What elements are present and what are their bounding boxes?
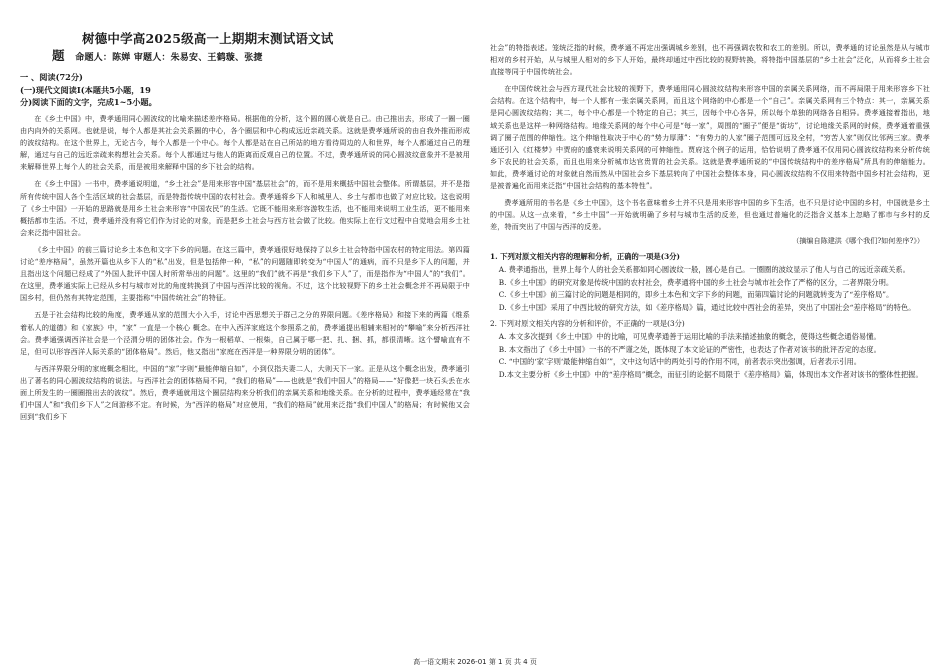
question-2-option-a: A. 本文多次提到《乡土中国》中的比喻，可见费孝通善于运用比喻的手法来描述抽象的概念，使得这些概念通俗易懂。 [498,331,881,341]
question-2-option-c: C. “中国的‘家’字则‘最能伸缩自如’”，文中这句话中的两处引号的作用不同，前者表示突出强调，后者表示引用。 [498,357,862,367]
title-line1: 树德中学高2025级高一上期期末测试语文试 [82,31,334,46]
question-2-option-d: D.本文主要分析《乡土中国》中的“差序格局”概念，而征引的论据不局限于《差序格局》篇，体现出本文作者对该书的整体性把握。 [498,369,923,379]
passage-paragraph-2: 在《乡土中国》一书中，费孝通说明道，“乡土社会”是用来形容中国“基层社会”的，而不是用来概括中国社会整体。所谓基层，并不是指所有传统中国人各个生活区域的社会基层，而是特指传统中国的农村社会。费孝通将乡下人和城里人、乡土与都市也做了对应比较。这也说明了《乡土中国》一开始的思路就是用乡土社会来形容“中国农民”的生活。它既不能用来形容游牧生活，也不能用来说明工业生活，更不能用来概括都市生活。不过，费孝通并没有将它们作为讨论的对象，而是把乡土社会与西方社会做了比较。他实际上在行文过程中自觉地会用乡土社会来泛指中国社会。 [20,179,470,237]
question-1-stem: 1. 下列对原文相关内容的理解和分析，正确的一项是(3分) [490,252,680,262]
question-1-option-a: A. 费孝通指出，世界上每个人的社会关系都如同心圆波纹一般，圆心是自己。一圈圈的波纹显示了他人与自己的远近亲疏关系。 [498,265,910,274]
exam-title [52,30,470,67]
section-subheading-1: (一)现代文阅读Ⅰ(本题共5小题，19 [20,85,151,95]
question-1-option-b: B.《乡土中国》的研究对象是传统中国的农村社会，费孝通将中国的乡土社会与城市社会作了严格的区分，二者界限分明。 [498,277,894,287]
passage-paragraph-7: 费孝通所用的书名是《乡土中国》，这个书名意味着乡土并不只是用来形容中国的乡下生活，也不只是讨论中国的乡村，中国就是乡土的中国。从这一点来看，“乡土中国”一开始就明确了乡村与城市生活的反差，但也通过普遍化的泛指含义基本上忽略了都市与乡村的反差，特而突出了中国与西洋的反差。 [490,198,930,232]
question-1-option-d: D.《乡土中国》采用了中西比较的研究方法，如《差序格局》篇，通过比较中西社会的差异，突出了中国社会“差序格局”的特色。 [498,302,916,312]
passage-source: （摘编自陈建洪《哪个我们?如何差序?》） [792,236,924,246]
exam-authors: 命题人：陈婵 审题人：朱易安、王鹤璇、张捷 [75,53,263,63]
left-column [20,30,470,423]
question-1-option-c: C.《乡土中国》前三篇讨论的问题是相同的，即乡土本色和文字下乡的问题，而第四篇讨论的问题就转变为了“差序格局”。 [498,290,894,300]
passage-paragraph-3: 《乡土中国》的前三篇讨论乡土本色和文字下乡的问题。在这三篇中，费孝通很好地保持了以乡土社会特指中国农村的特定用法。第四篇讨论“差序格局”，虽然开篇也从乡下人的“私”出发，但是包括伸一种，“私”的问题随即转变为“中国人”的通病，而不只是乡下人的问题，并且指出这个问题已经成了“外国人批评中国人时所常举出的问题”。这里的“我们”就不再是“我们乡下人”了，而是指作为“中国人”的“我们”。在这里，费孝通实际上已经从乡村与城市对比的角度转换到了中国与西洋比较的视角。不过，这个比较视野下的乡土社会概念并不再局限于中国乡村，但仍然有其特定范围，主要指称“中国传统社会”的特征。 [20,244,470,303]
passage-paragraph-1: 在《乡土中国》中，费孝通用同心圆波纹的比喻来描述差序格局。根据他的分析，这个圆的圆心就是自己。由己推出去，形成了一圈一圈由内向外的关系网。也就是说，每个人都是其社会关系圈的中心，各个圈层和中心构成远近亲疏关系。这就是费孝通所说的由自我外推而形成的波纹结构。在这个世界上，无论古今，每个人都是一个中心。每个人都是站在自己所站的地方看待周边的人和世界，每个人都通过自己的理解，通过与自己的远近亲疏来构想社会关系。每个人都通过与他人的距离而反观自己的位置。不过，费孝通所说的同心圆波纹意象并不是被用来解释世界上每个人的社会关系，而是被用来解释中国的乡下社会的结构。 [20,114,470,172]
title-char: 题 [52,48,65,63]
question-2-stem: 2. 下列对原文相关内容的分析和评价，不正确的一项是(3分) [490,319,685,329]
question-2-option-b: B. 本文指出了《乡土中国》一书的不严谨之处，既体现了本文论证的严密性，也表达了作者对该书的批评否定的态度。 [498,344,881,354]
section-heading: 一 、阅读(72分) [20,72,83,82]
page-footer: 高一语文期末 2026-01 第 1 页 共 4 页 [413,658,537,666]
right-column [490,42,930,381]
passage-paragraph-5: 与西洋界限分明的家庭概念相比，中国的“家”字则“最能伸缩自如”，小到仅指夫妻二人，大则天下一家。正是从这个概念出发，费孝通引出了著名的同心圆波纹结构的说法。与西洋社会的团体格局不同，“我们的格局”——也就是“我们中国人”的格局——“好像把一块石头丢在水面上所发生的一圈圈推出去的波纹”。然后，费孝通就用这个圈层结构来分析我们的亲属关系和地缘关系。在分析的过程中，费孝通经常在“我们中国人”和“我们乡下人”之间游移不定。有时候，为“西洋的格局”对应使用，“我们的格局”就用来泛指“我们中国人”的格局；有时候他又会回到“我们乡下 [20,363,470,422]
section-subheading-2: 分)阅读下面的文字，完成1~5小题。 [20,97,157,107]
passage-paragraph-6: 在中国传统社会与西方现代社会比较的视野下，费孝通用同心圆波纹结构来形容中国的亲属关系网络，而不再局限于用来形容乡下社会结构。在这个结构中，每一个人都有一张亲属关系网，而且这个网络的中心都是一个“自己”。亲属关系网有三个特点：其一，亲属关系是同心圆波纹结构；其二，每个中心都是一个特定的自己；其三，因每个中心各异，所以每个单独的网络各自相异。费孝通接着指出，地域关系也是这样一种网络结构。地缘关系网的每个中心可是“每一家”，周围的“圈子”便是“街坊”，讨论地缘关系网的时候，费孝通着重强调了圈子范围的伸缩性。这个伸缩性取决于中心的“势力厚薄”：“有势力的人家”圈子范围可远及全村，“穷苦人家”则仅比邻两三家。费孝通还引入《红楼梦》中贾府的盛衰来说明关系网的可伸缩性。贾府这个例子的运用，恰恰说明了费孝通不仅用同心圆波纹结构来分析传统乡下农民的社会关系，而且也用来分析城市达官贵胃的社会关系。这就是费孝通所说的“中国传统结构中的差序格局”所具有的伸缩能力。如此，费孝通讨论的对象就自然而然从中国社会乡下基层转向了中国社会整体本身，同心圆波纹结构不仅用来特指中国乡村社会结构，更是被普遍化而用来泛指“中国社会结构的基本特性”。 [490,84,930,191]
passage-paragraph-4: 五是于社会结构比较的角度，费孝通从家的范围大小入手，讨论中西思想关于群己之分的界限问题。《差序格局》和接下来的两篇《维系着私人的道德》和《家族》中，“家” 一直是一个核心 概念。在中入西洋家庭这个参照系之前，费孝通提出相辅来相衬的“攀喻”来分析西洋社会。费孝通强调西洋社会是一个泾渭分明的团体社会。作为一根稻草、一根柴，自己属于哪一把、扎、捆、抓，都很清晰。这个譬喻直有不足，但可以形容西洋人际关系的“团体格局”。然后，他又指出“家庭在西洋是一种界限分明的团体”。 [20,310,470,356]
passage-paragraph-5-continued: 社会”的特指表述。笼统泛指的时候，费孝通不再定出强调城乡差别，也不再强调农牧和农工的差别。所以，费孝通的讨论虽然是从与城市相对的乡村开始，从与城里人相对的乡下人开始，最终却通过中西比较的视野转换，将特指中国基层的“乡土社会”泛化，从而将乡土社会直接等同于中国传统社会。 [490,43,930,77]
